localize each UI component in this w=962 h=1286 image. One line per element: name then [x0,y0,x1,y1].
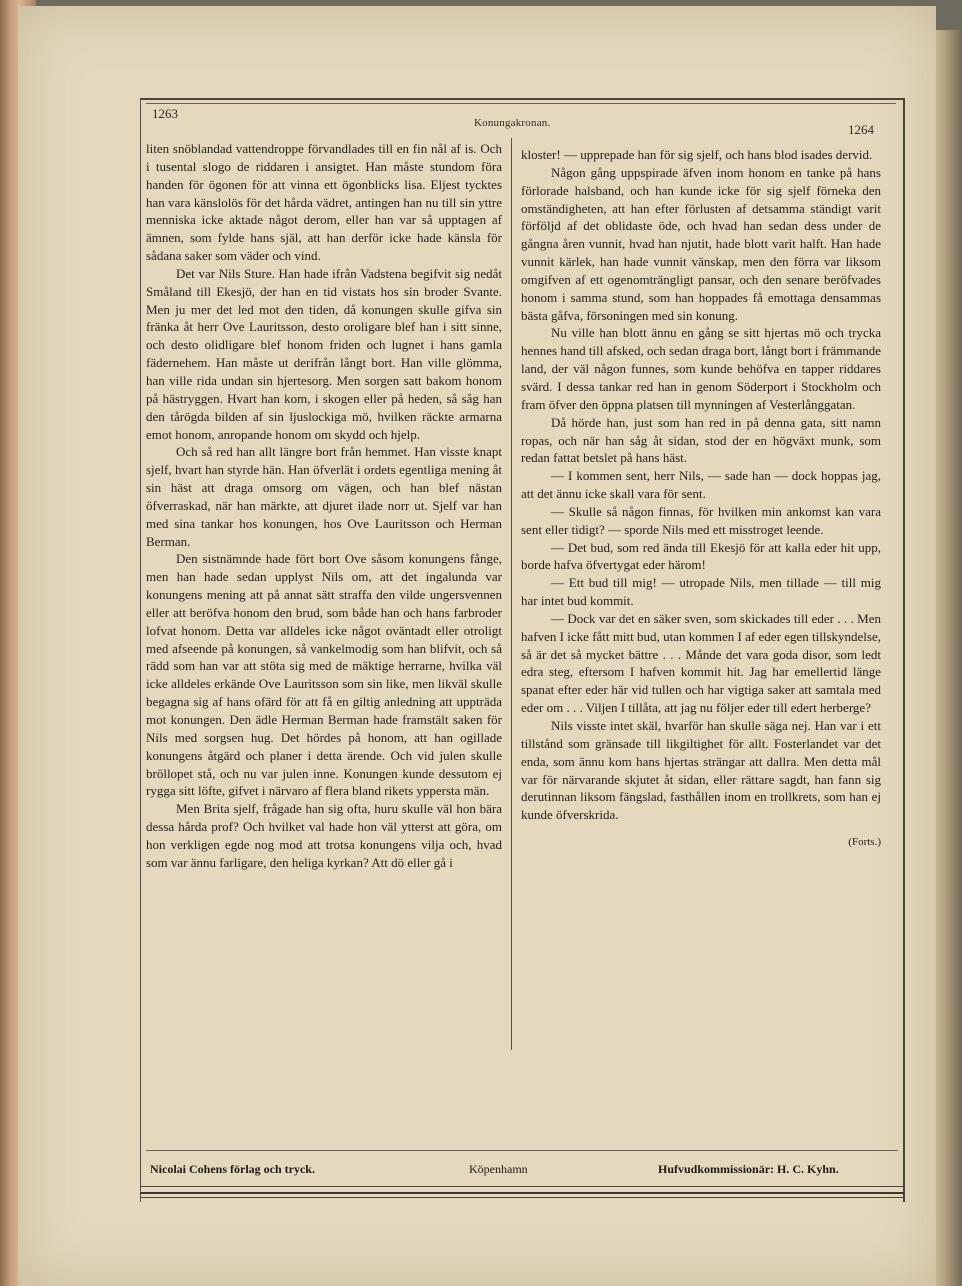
book-page-edge-right [932,30,962,1286]
paragraph: Nu ville han blott ännu en gång se sitt hjertas mö och trycka hennes hand till afsked, och sedan draga bort, långt bort i främmande land, der väl någon funnes, som kunde behöfva en tapper riddares svärd. I dessa tankar red han in genom Söderport i Stockholm och fram öfver den öppna platsen till mynningen af Vesterlånggatan. [521,325,881,412]
paragraph: — Skulle så någon finnas, för hvilken min ankomst kan vara sent eller tidigt? — sporde Nils med ett misstroget leende. [521,503,881,537]
continued-note: (Forts.) [848,836,881,849]
footer-rule [146,1150,898,1151]
paragraph: Någon gång uppspirade äfven inom honom en tanke på hans förlorade halsband, och han kunde icke för sig sjelf förneka den omständigheten, att han efter förlusten af detsamma ständigt varit förföljd af det oblidaste öde, och hvad han sedan dess under de gångna åren vunnit, hvad han njutit, hade blott varit halft. Han hade vunnit kärlek, han hade vunnit vänskap, men den förra var liksom omgifven af ett ogenomträngligt pansar, och den senare beröfvades honom i samma stund, som han hoppades få emottaga densammas bästa gåfva, försoningen med sin konung. [521,164,881,323]
paragraph: liten snöblandad vattendroppe förvandlades till en fin nål af is. Och i tusental slogo de riddaren i ansigtet. Han måste stundom föra handen för ögonen för att vinna ett ögonblicks lisa. Eljest tycktes han vara känslolös för det hårda vädret, antingen han nu till sin yttre menniska icke aktade något derom, eller han var så upptagen af ämnen, som fylde hans själ, att han derför icke hade känsla för sådana saker som väder och vind. [146,141,502,264]
bottom-rule [140,1197,904,1198]
paragraph: Och så red han allt längre bort från hemmet. Han visste knapt sjelf, hvart han styrde hän. Han öfverlät i ordets egentliga mening åt sin häst att draga omsorg om vägen, och han blef nästan öfverraskad, när han märkte, att djuret ilade norr ut. Sjelf var han med sina tankar hos konungen, hos Ove Lauritsson och Herman Berman. [146,444,502,549]
right-column [521,146,881,852]
page-number-left: 1263 [152,106,178,121]
paragraph: kloster! — upprepade han för sig sjelf, och hans blod isades dervid. [521,147,873,162]
footer-commissioner: Hufvudkommissionär: H. C. Kyhn. [658,1162,839,1176]
paragraph: — Ett bud till mig! — utropade Nils, men tillade — till mig har intet bud kommit. [521,575,881,609]
paragraph: Då hörde han, just som han red in på denna gata, sitt namn ropas, och när han såg åt sidan, stod der en högväxt munk, som redan fattat betslet på hans häst. [521,414,881,466]
footer-city: Köpenhamn [469,1162,528,1176]
bottom-rule-thick [140,1192,904,1194]
footer-publisher: Nicolai Cohens förlag och tryck. [150,1162,315,1176]
paragraph: — I kommen sent, herr Nils, — sade han — dock hoppas jag, att det ännu icke skall vara för sent. [521,468,881,502]
paragraph: Den sistnämnde hade fört bort Ove såsom konungens fånge, men han hade sedan upplyst Nils om, att det ingalunda var konungens mening att på annat sätt straffa den vilde ungersvennen eller att beröfva honom den brud, som både han och hans farbroder lofvat honom. Detta var alldeles icke något oväntadt eller otroligt med afseende på konungen, så vankelmodig som han blifvit, och så rädd som han var att stöta sig med de mäktige herrarne, hvilka väl icke alldeles erkände Ove Lauritsson som sin like, men likväl skulle begagna sig af hans ofärd för att få en giltig anledning att uppträda mot konungen. Den ädle Herman Berman hade framstält saken för Nils med sorgsen hug. Det hördes på honom, att han ogillade konungens åtgärd och planer i detta ärende. Och vid julen skulle bröllopet stå, och nu var julen inne. Konungen kunde dessutom ej rygga sitt löfte, gifvet i närvaro af flera bland rikets yppersta män. [146,551,502,799]
page-number-right: 1264 [848,122,874,137]
paragraph: — Dock var det en säker sven, som skickades till eder . . . Men hafven I icke fått mitt bud, utan kommen I af eder egen tillskyndelse, så är det så mycket bättre . . . Månde det vara goda disor, som ledt edra steg, eftersom I hafven kommit hit. Jag har emellertid länge spanat efter eder här vid tullen och har vigtiga saker att samtala med eder om . . . Viljen I tillåta, att jag nu följer eder till edert herberge? [521,610,881,716]
paragraph: Men Brita sjelf, frågade han sig ofta, huru skulle väl hon bära dessa hårda prof? Och hvilket val hade hon väl ytterst att göra, om hon verkligen egde nog mod att trotsa konungens vilja och, hvad som var ännu farligare, den heliga kyrkan? Att dö eller gå i [146,801,502,870]
paragraph: — Det bud, som red ända till Ekesjö för att kalla eder hit upp, borde hafva öfvertygat eder härom! [521,539,881,573]
running-head: Konungakronan. [474,117,551,129]
left-column [146,140,502,872]
page-border-inner-rule [146,103,896,104]
paragraph: Det var Nils Sture. Han hade ifrån Vadstena begifvit sig nedåt Småland till Ekesjö, der han en tid vistats hos sin broder Svante. Men ju mer det led mot den tiden, då konungen skulle gifva sin fränka åt herr Ove Lauritsson, desto oroligare blef han i sitt sinne, och desto olidligare blef honom friden och lugnet i hans gamla fädernehem. Han måste ut derifrån långt bort. Han ville glömma, han ville rida undan sin hjertesorg. Men sorgen satt bakom honom på hästryggen. Hvart han kom, i skogen eller på heden, så såg han den tårögda bilden af sin ljuslockiga mö, hvilken räckte armarna emot honom, anropande honom om skydd och hjelp. [146,265,502,442]
bottom-rule [140,1186,904,1187]
paragraph: Nils visste intet skäl, hvarför han skulle säga nej. Han var i ett tillstånd som gränsade till likgiltighet för allt. Fosterlandet var det enda, som ännu kom hans hjertas strängar att dallra. Men detta mål var för närvarande skjutet åt sidan, eller rättare sagdt, han fann sig derutinnan liksom fängslad, fasthållen inom en trollkrets, som han ej kunde öfverskrida. [521,718,881,823]
column-divider [511,138,512,1050]
